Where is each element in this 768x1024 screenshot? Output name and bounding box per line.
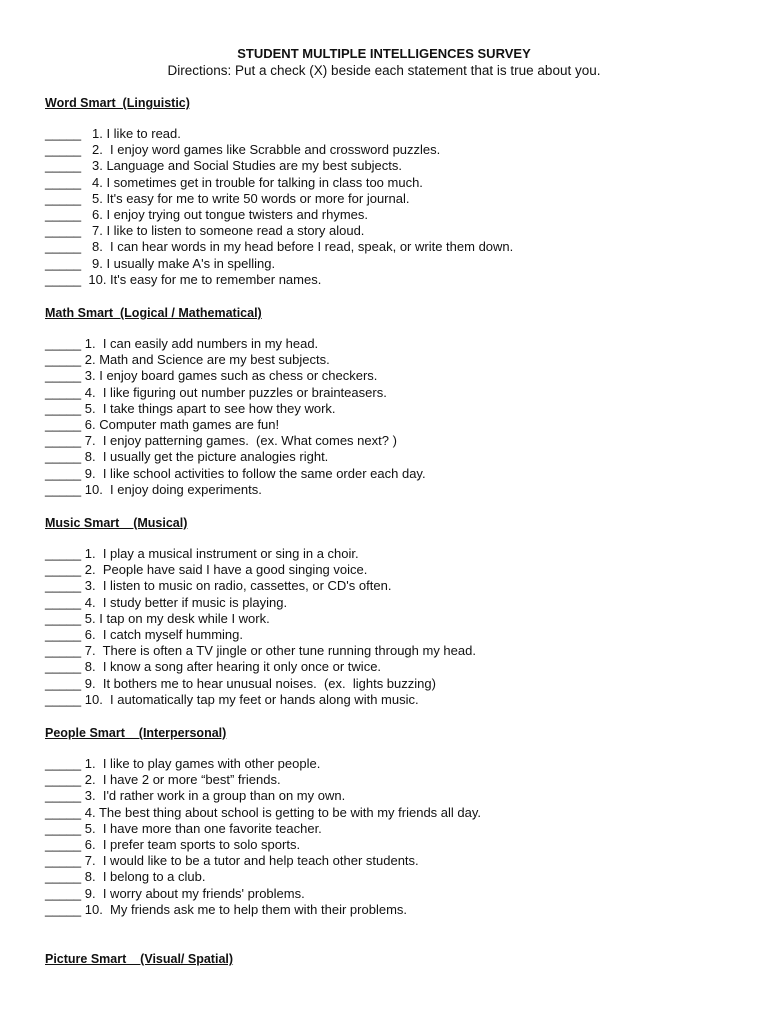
- statement-item: _____ 6. I enjoy trying out tongue twisters and rhymes.: [45, 206, 369, 222]
- statement-item: _____ 10. It's easy for me to remember names.: [45, 271, 322, 287]
- statement-item: _____ 3. I'd rather work in a group than on my own.: [45, 788, 346, 804]
- section-music-smart: [45, 515, 745, 708]
- statement-item: _____ 6. Computer math games are fun!: [45, 416, 280, 432]
- statement-item: _____ 10. I automatically tap my feet or hands along with music.: [45, 691, 419, 707]
- statement-list: [45, 546, 745, 708]
- statement-item: _____ 2. People have said I have a good singing voice.: [45, 562, 368, 578]
- section-people-smart: [45, 725, 745, 918]
- statement-item: _____ 6. I prefer team sports to solo sports.: [45, 836, 301, 852]
- statement-item: _____ 10. I enjoy doing experiments.: [45, 481, 262, 497]
- statement-item: _____ 6. I catch myself humming.: [45, 626, 243, 642]
- section-heading: Math Smart (Logical / Mathematical): [45, 306, 262, 320]
- statement-item: _____ 9. I like school activities to follow the same order each day.: [45, 465, 426, 481]
- statement-item: _____ 4. I like figuring out number puzzles or brainteasers.: [45, 384, 387, 400]
- statement-list: [45, 336, 745, 498]
- statement-item: _____ 9. I worry about my friends' problems.: [45, 885, 305, 901]
- statement-item: _____ 7. I would like to be a tutor and help teach other students.: [45, 853, 419, 869]
- statement-item: _____ 1. I like to play games with other people.: [45, 756, 321, 771]
- statement-item: _____ 1. I play a musical instrument or sing in a choir.: [45, 546, 359, 561]
- statement-item: _____ 7. I enjoy patterning games. (ex. What comes next? ): [45, 433, 397, 449]
- survey-title: STUDENT MULTIPLE INTELLIGENCES SURVEY: [237, 46, 531, 61]
- statement-item: _____ 4. I study better if music is playing.: [45, 594, 288, 610]
- statement-item: _____ 5. I tap on my desk while I work.: [45, 610, 270, 626]
- section-heading: Music Smart (Musical): [45, 516, 188, 530]
- statement-item: _____ 5. I have more than one favorite teacher.: [45, 820, 322, 836]
- section-heading: Word Smart (Linguistic): [45, 96, 190, 110]
- statement-item: _____ 3. Language and Social Studies are my best subjects.: [45, 158, 403, 174]
- section-math-smart: [45, 305, 745, 498]
- section-picture-smart: [45, 951, 745, 967]
- statement-item: _____ 8. I can hear words in my head before I read, speak, or write them down.: [45, 239, 514, 255]
- statement-item: _____ 9. It bothers me to hear unusual noises. (ex. lights buzzing): [45, 675, 436, 691]
- statement-item: _____ 1. I like to read.: [45, 126, 181, 141]
- statement-list: [45, 756, 745, 918]
- statement-list: [45, 126, 745, 288]
- statement-item: _____ 4. I sometimes get in trouble for talking in class too much.: [45, 174, 423, 190]
- statement-item: _____ 2. Math and Science are my best subjects.: [45, 352, 330, 368]
- statement-item: _____ 7. There is often a TV jingle or other tune running through my head.: [45, 643, 476, 659]
- section-heading: People Smart (Interpersonal): [45, 726, 227, 740]
- statement-item: _____ 8. I usually get the picture analogies right.: [45, 449, 329, 465]
- statement-item: _____ 3. I enjoy board games such as chess or checkers.: [45, 368, 378, 384]
- statement-item: _____ 10. My friends ask me to help them with their problems.: [45, 901, 408, 917]
- statement-item: _____ 1. I can easily add numbers in my head.: [45, 336, 319, 351]
- statement-item: _____ 8. I belong to a club.: [45, 869, 206, 885]
- statement-item: _____ 3. I listen to music on radio, cassettes, or CD's often.: [45, 578, 392, 594]
- statement-item: _____ 7. I like to listen to someone read a story aloud.: [45, 223, 365, 239]
- statement-item: _____ 5. I take things apart to see how they work.: [45, 400, 336, 416]
- statement-item: _____ 2. I enjoy word games like Scrabble and crossword puzzles.: [45, 142, 441, 158]
- section-word-smart: [45, 95, 745, 288]
- statement-item: _____ 9. I usually make A's in spelling.: [45, 255, 276, 271]
- statement-item: _____ 4. The best thing about school is getting to be with my friends all day.: [45, 804, 482, 820]
- statement-item: _____ 8. I know a song after hearing it only once or twice.: [45, 659, 382, 675]
- statement-item: _____ 2. I have 2 or more “best” friends.: [45, 772, 281, 788]
- survey-directions: Directions: Put a check (X) beside each statement that is true about you.: [167, 63, 601, 78]
- section-heading: Picture Smart (Visual/ Spatial): [45, 952, 234, 966]
- statement-item: _____ 5. It's easy for me to write 50 words or more for journal.: [45, 190, 410, 206]
